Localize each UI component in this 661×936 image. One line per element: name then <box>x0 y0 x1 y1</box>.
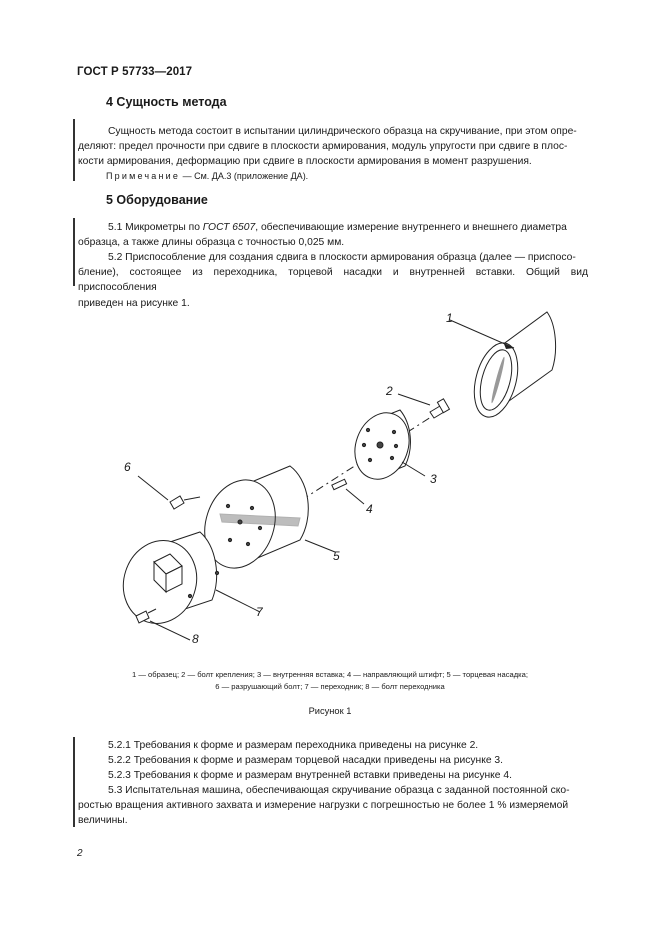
figure-label-7: 7 <box>256 605 263 619</box>
document-header: ГОСТ Р 57733—2017 <box>77 66 193 78</box>
text-line: приведен на рисунке 1. <box>78 297 190 309</box>
section-4-paragraph <box>78 124 588 170</box>
figure-1-drawing <box>100 300 600 660</box>
section-4-heading: 4 Сущность метода <box>106 95 227 109</box>
note-label: Примечание <box>106 171 181 181</box>
text-line: кости армирования, деформацию при сдвиге в плоскости армирования в момент разрушения. <box>78 156 532 168</box>
figure-caption: Рисунок 1 <box>308 706 352 716</box>
specimen-cylinder <box>467 312 556 422</box>
text-line: 5.3 Испытательная машина, обеспечивающая скручивание образца с заданной постоянной ско- <box>108 785 570 796</box>
section-4-note <box>106 171 308 181</box>
leader-line-6 <box>138 476 168 500</box>
requirement-5-2-1: 5.2.1 Требования к форме и размерам переходника приведены на рисунке 2. <box>108 740 479 751</box>
text-span: , обеспечивающие измерение внутреннего и внешнего диаметра <box>255 222 567 233</box>
text-line: Сущность метода состоит в испытании цилиндрического образца на скручивание, при этом опре- <box>108 126 577 137</box>
section-5-heading: 5 Оборудование <box>106 193 208 207</box>
text-line <box>78 220 588 235</box>
leader-line-3 <box>402 462 425 476</box>
figure-label-4: 4 <box>366 502 373 516</box>
note-text: — См. ДА.3 (приложение ДА). <box>182 171 309 181</box>
leader-line-7 <box>216 590 260 612</box>
text-line: деляют: предел прочности при сдвиге в плоскости армирования, модуль упругости при сдвиге в плос- <box>78 141 568 153</box>
figure-label-1: 1 <box>446 311 453 325</box>
text-line: бление), состоящее из переходника, торцевой насадки и внутренней вставки. Общий вид приспособления <box>78 267 588 294</box>
figure-label-6: 6 <box>124 460 131 474</box>
text-line: ростью вращения активного захвата и измерение нагрузки с погрешностью не более 1 % измеряемой <box>78 800 569 812</box>
requirement-5-2-3: 5.2.3 Требования к форме и размерам внутренней вставки приведены на рисунке 4. <box>108 770 512 782</box>
page-number: 2 <box>77 848 83 859</box>
breaking-bolt <box>170 496 200 509</box>
mounting-bolt <box>430 399 449 418</box>
change-bar <box>73 737 75 827</box>
figure-legend-line-2: 6 — разрушающий болт; 7 — переходник; 8 — болт переходника <box>215 682 445 691</box>
leader-line-5 <box>305 540 335 552</box>
leader-line-1 <box>450 320 514 348</box>
figure-label-8: 8 <box>192 632 199 646</box>
requirement-5-2-2: 5.2.2 Требования к форме и размерам торцевой насадки приведены на рисунке 3. <box>108 755 504 767</box>
text-line: величины. <box>78 815 128 827</box>
text-line: образца, а также длины образца с точностью 0,025 мм. <box>78 237 345 249</box>
change-bar <box>73 119 75 181</box>
text-line: 5.2 Приспособление для создания сдвига в плоскости армирования образца (далее — приспосо- <box>108 252 576 263</box>
figure-label-3: 3 <box>430 472 437 486</box>
leader-line-4 <box>346 489 364 504</box>
paragraph-5-1 <box>78 220 588 250</box>
adapter <box>113 531 219 633</box>
requirements-list <box>108 738 588 784</box>
text-span: 5.1 Микрометры по <box>108 222 203 233</box>
figure-legend-line-1: 1 — образец; 2 — болт крепления; 3 — внутренняя вставка; 4 — направляющий штифт; 5 — торцевая насадка; <box>132 670 528 679</box>
gost-reference: ГОСТ 6507 <box>202 222 256 233</box>
figure-label-5: 5 <box>333 549 340 563</box>
paragraph-5-3 <box>78 783 588 829</box>
leader-line-2 <box>398 394 430 405</box>
change-bar <box>73 218 75 286</box>
guide-pin <box>332 479 347 489</box>
figure-label-2: 2 <box>386 384 393 398</box>
leader-line-8 <box>150 621 190 640</box>
inner-insert <box>346 405 418 487</box>
